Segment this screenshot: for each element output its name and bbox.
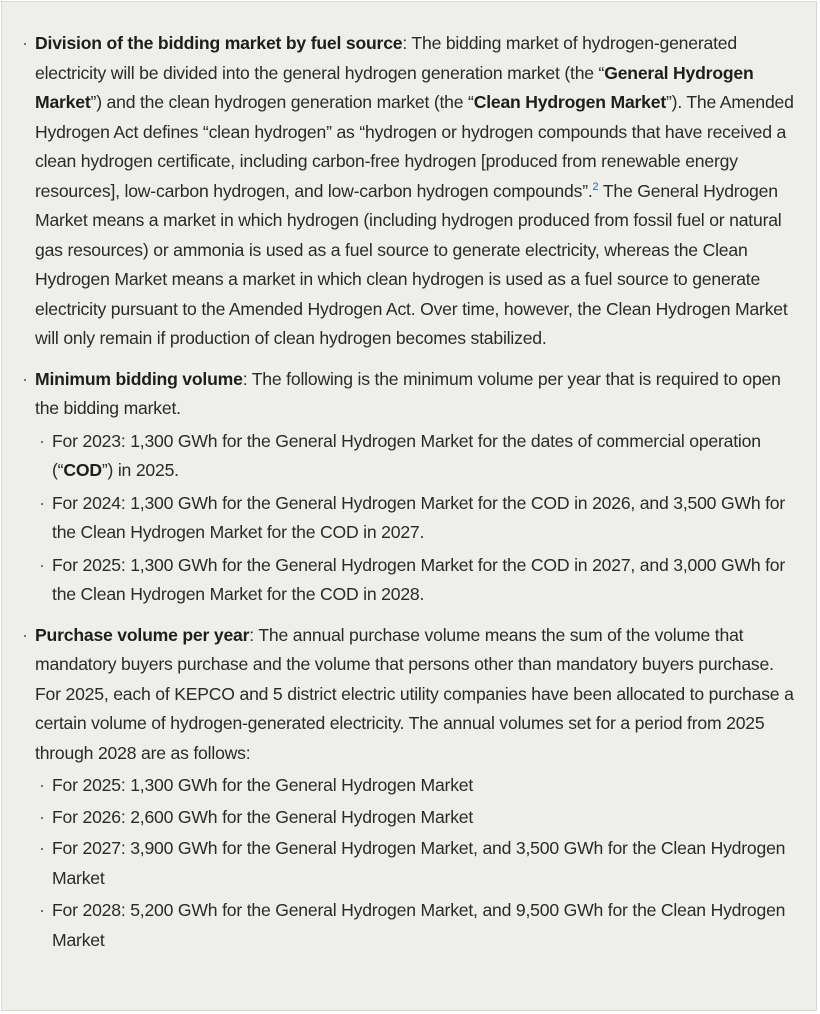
heading-fuel-source: Division of the bidding market by fuel source [35,33,403,53]
body-text: For 2024: 1,300 GWh for the General Hydrogen Market for the COD in 2026, and 3,500 GWh for the Clean Hydrogen Market for the COD in 2027. [52,492,786,542]
bullet-icon: · [39,430,45,451]
body-text: : The annual purchase volume means the sum of the volume that mandatory buyers purchase and the volume that persons other than mandatory buyers purchase. For 2025, each of KEPCO and 5 district electric utility companies have been allocated to purchase a certain volume of hydrogen-generated electricity. The annual volumes set for a period from 2025 through 2028 are as follows: [35,624,794,763]
body-text: For 2025: 1,300 GWh for the General Hydrogen Market [52,775,474,795]
sub-item-2027-purchase [35,834,802,893]
list-item-purchase-volume [2,621,816,956]
body-text: For 2028: 5,200 GWh for the General Hydrogen Market, and 9,500 GWh for the Clean Hydrogen Market [52,900,786,950]
bullet-icon: · [39,775,45,795]
bullet-icon: · [39,900,45,920]
paragraph-minimum-bidding-volume [35,365,802,424]
bullet-icon: · [22,33,28,53]
sub-item-2025-purchase [35,771,802,801]
heading-purchase-volume: Purchase volume per year [35,624,250,645]
body-text: For 2027: 3,900 GWh for the General Hydrogen Market, and 3,500 GWh for the Clean Hydrogen Market [52,838,786,888]
bullet-icon: · [22,624,28,645]
sub-item-2026-purchase [35,803,802,833]
sublist-purchase-volume [35,771,802,955]
body-text: : The bidding market of hydrogen-generated electricity will be divided into the general hydrogen generation market (the “ [35,33,737,83]
body-text: For 2025: 1,300 GWh for the General Hydrogen Market for the COD in 2027, and 3,000 GWh for the Clean Hydrogen Market for the COD in 2028. [52,554,786,604]
content-panel [1,1,817,1011]
body-text: For 2023: 1,300 GWh for the General Hydrogen Market for the dates of commercial operation (“ [52,430,761,480]
body-text: The General Hydrogen Market means a market in which hydrogen (including hydrogen produced from fossil fuel or natural gas resources) or ammonia is used as a fuel source to generate electricity, whereas the Clean Hydrogen Market means a market in which clean hydrogen is used as a fuel source to generate electricity pursuant to the Amended Hydrogen Act. Over time, however, the Clean Hydrogen Market will only remain if production of clean hydrogen becomes stabilized. [35,180,788,348]
heading-minimum-bidding-volume: Minimum bidding volume [35,368,243,389]
bullet-icon: · [22,368,28,389]
bullet-icon: · [39,554,45,575]
bullet-icon: · [39,838,45,858]
list-item-minimum-bidding-volume [2,365,816,610]
sub-item-2023 [35,427,802,486]
sublist-minimum-volume [35,427,802,610]
body-text: : The following is the minimum volume per year that is required to open the bidding market. [35,368,781,418]
sub-item-2028-purchase [35,896,802,955]
paragraph-purchase-volume [35,621,802,769]
body-text: ”). The Amended Hydrogen Act defines “clean hydrogen” as “hydrogen or hydrogen compounds that have received a clean hydrogen certificate, including carbon-free hydrogen [produced from renewable energy resources], low-carbon hydrogen, and low-carbon hydrogen compounds”. [35,92,794,201]
bullet-icon: · [39,806,45,827]
footnote-link[interactable]: 2 [592,180,599,193]
sub-item-2025 [35,551,802,610]
list-item-fuel-source [2,29,816,354]
bullet-list [2,2,816,966]
body-text: For 2026: 2,600 GWh for the General Hydrogen Market [52,806,474,827]
body-text: ”) in 2025. [101,460,179,480]
paragraph-fuel-source [35,29,802,354]
term-cod: COD [63,460,102,480]
term-clean-hydrogen-market: Clean Hydrogen Market [473,92,666,112]
bullet-icon: · [39,492,45,513]
sub-item-2024 [35,489,802,548]
term-general-hydrogen-market: General Hydrogen Market [35,62,754,112]
body-text: ”) and the clean hydrogen generation market (the “ [90,92,474,112]
